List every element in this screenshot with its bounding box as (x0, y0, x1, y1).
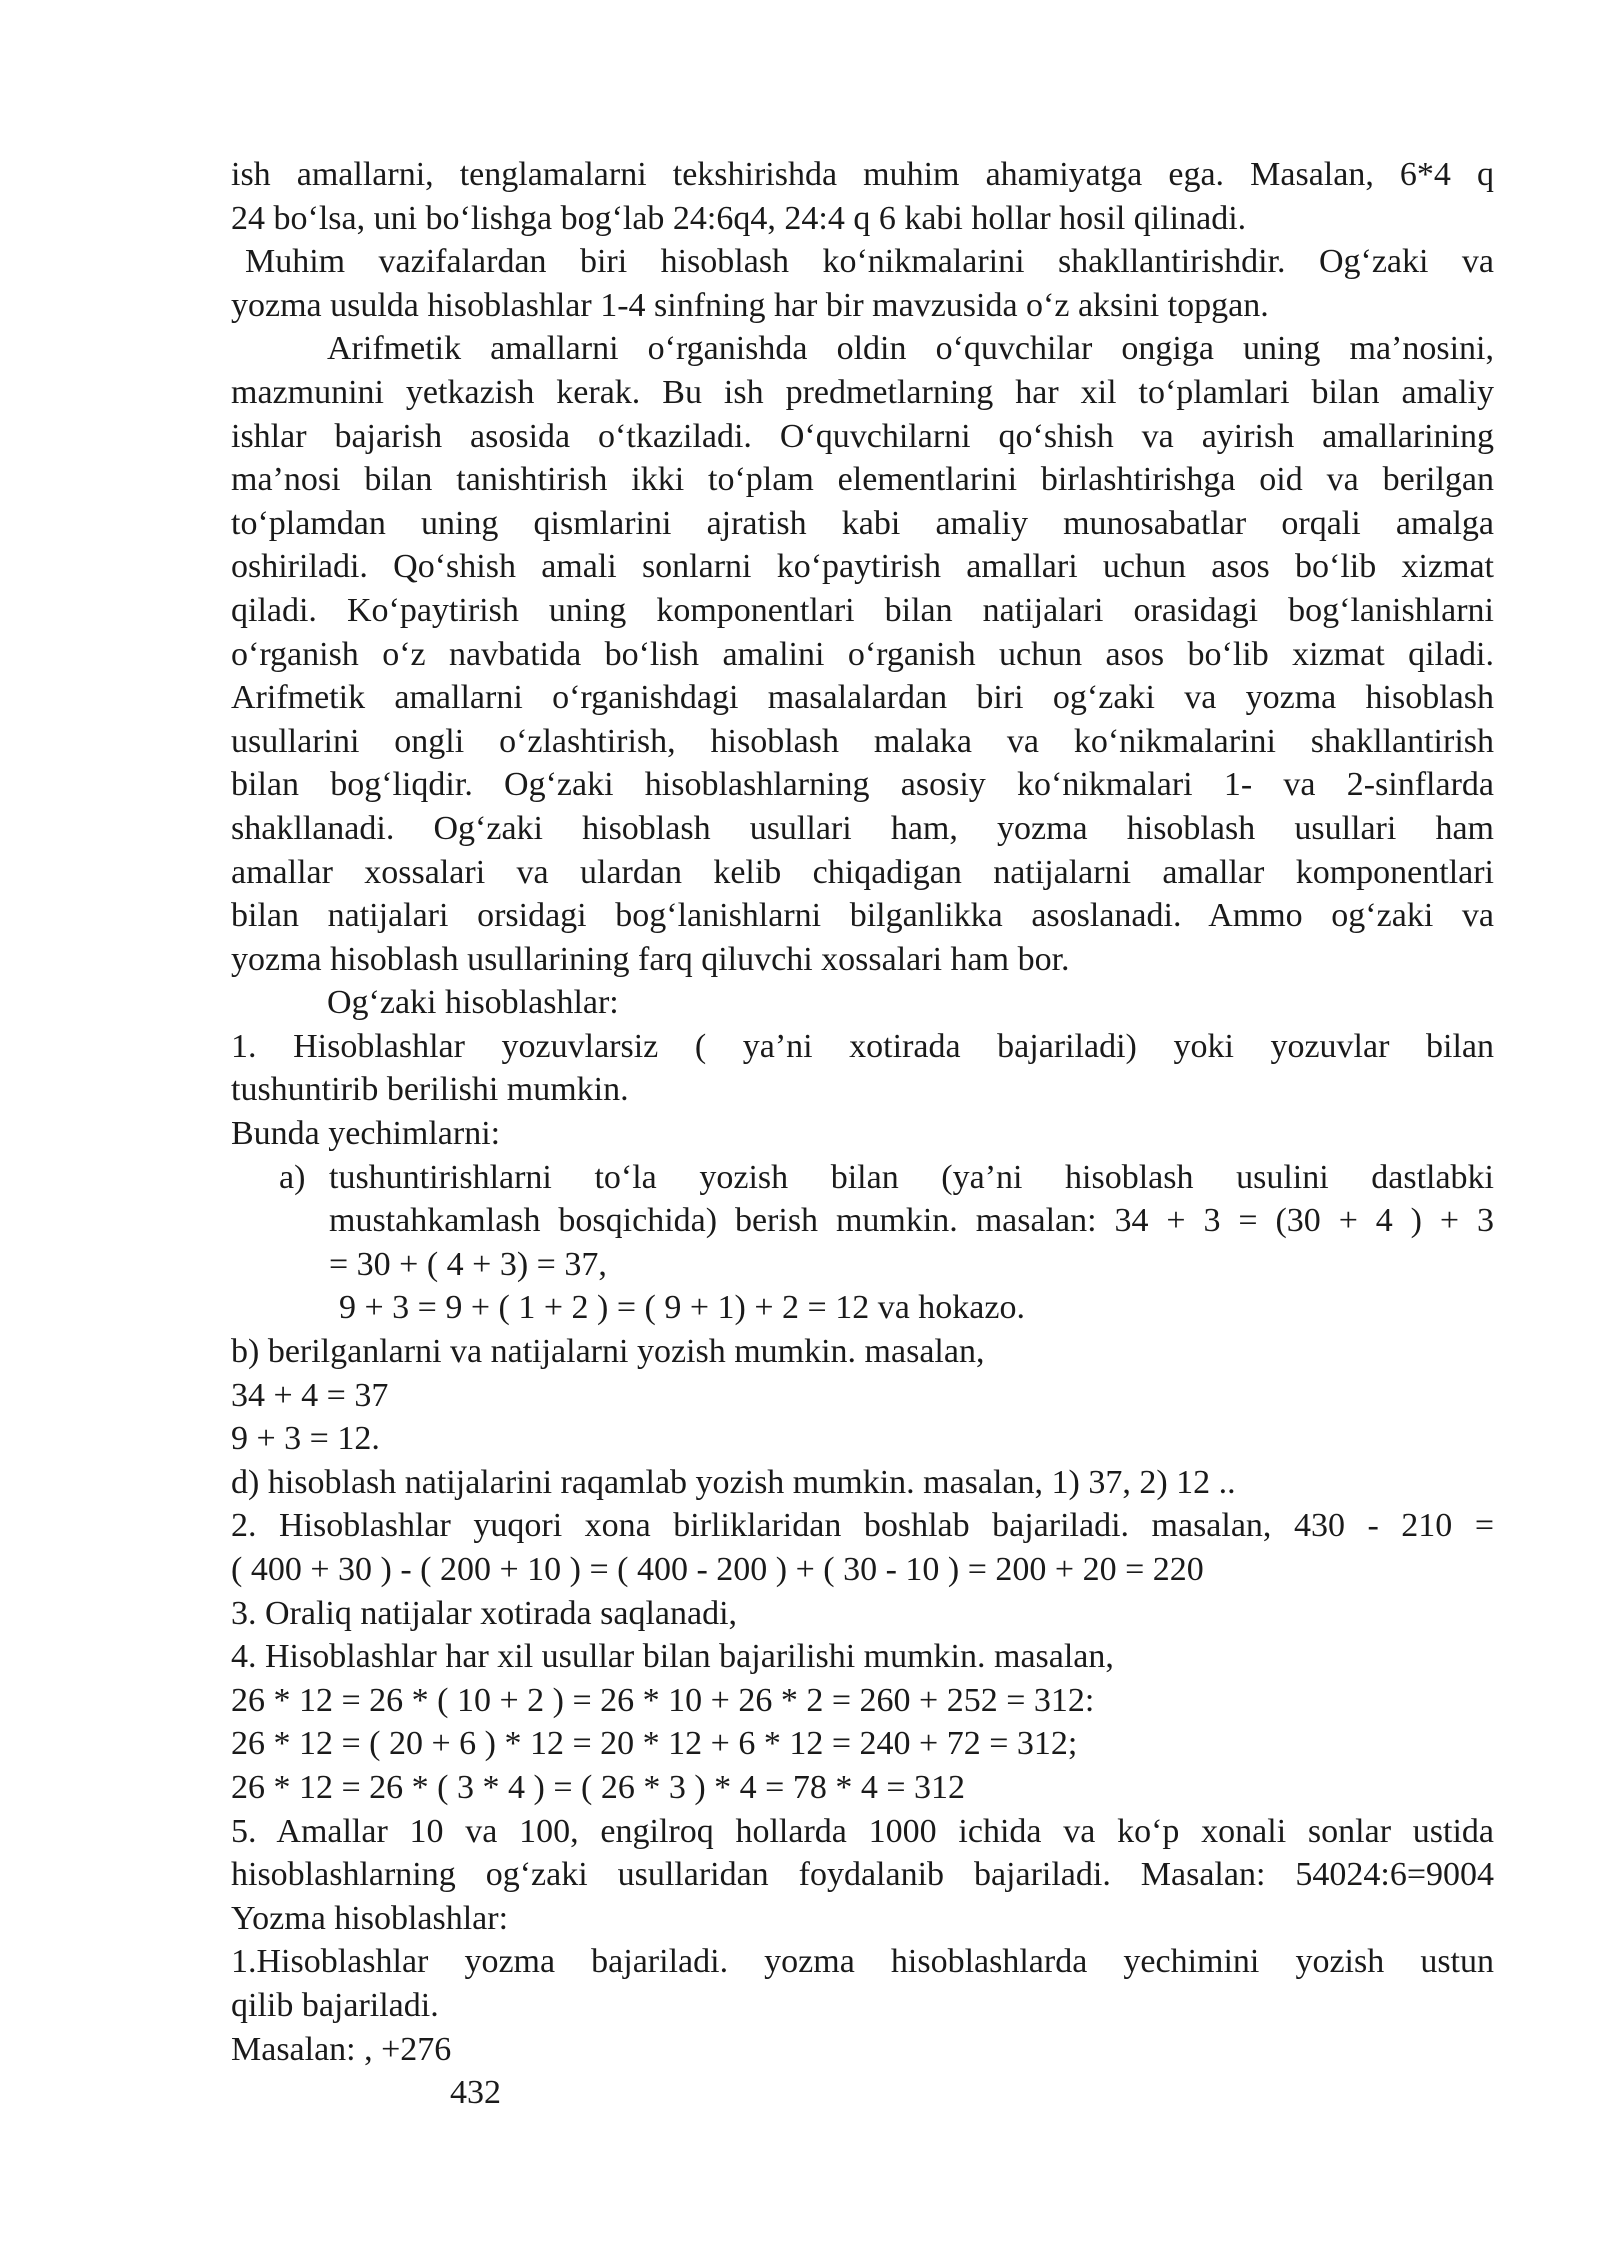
paragraph-line: qiladi. Ko‘paytirish uning komponentlari bilan natijalari orasidagi bog‘lanishlarni (231, 591, 1494, 629)
list-item: 5. Amallar 10 va 100, engilroq hollarda 1000 ichida va ko‘p xonali sonlar ustida (231, 1812, 1494, 1850)
paragraph-line: shakllanadi. Og‘zaki hisoblash usullari ham, yozma hisoblash usullari ham (231, 809, 1494, 847)
math-example: ( 400 + 30 ) - ( 200 + 10 ) = ( 400 - 200 ) + ( 30 - 10 ) = 200 + 20 = 220 (231, 1551, 1204, 1588)
math-example: 34 + 4 = 37 (231, 1376, 389, 1414)
paragraph-line: Arifmetik amallarni o‘rganishda oldin o‘quvchilar ongiga uning ma’nosini, (327, 330, 1494, 368)
math-example: Masalan: , +276 (231, 2030, 452, 2068)
list-item: 2. Hisoblashlar yuqori xona birliklaridan boshlab bajariladi. masalan, 430 - 210 = (231, 1507, 1494, 1545)
list-item: tushuntirib berilishi mumkin. (231, 1071, 629, 1109)
paragraph-line: bilan natijalari orsidagi bog‘lanishlarni bilganlikka asoslanadi. Ammo og‘zaki va (231, 897, 1494, 935)
math-example: 9 + 3 = 12. (231, 1420, 380, 1458)
document-page (231, 153, 1494, 2115)
paragraph-line: bilan bog‘liqdir. Og‘zaki hisoblashlarning asosiy ko‘nikmalari 1- va 2-sinflarda (231, 766, 1494, 804)
math-example: 9 + 3 = 9 + ( 1 + 2 ) = ( 9 + 1) + 2 = 12 va hokazo. (339, 1289, 1025, 1327)
paragraph-line: Muhim vazifalardan biri hisoblash ko‘nikmalarini shakllantirishdir. Og‘zaki va (245, 243, 1494, 281)
list-item: 1. Hisoblashlar yozuvlarsiz ( ya’ni xotirada bajariladi) yoki yozuvlar bilan (231, 1027, 1494, 1065)
list-item: 4. Hisoblashlar har xil usullar bilan bajarilishi mumkin. masalan, (231, 1638, 1114, 1676)
paragraph-line: o‘rganish o‘z navbatida bo‘lish amalini o‘rganish uchun asos bo‘lib xizmat qiladi. (231, 635, 1494, 673)
list-item: d) hisoblash natijalarini raqamlab yozish mumkin. masalan, 1) 37, 2) 12 .. (231, 1463, 1236, 1501)
list-item: b) berilganlarni va natijalarni yozish mumkin. masalan, (231, 1333, 985, 1371)
list-item-a (231, 1156, 1494, 1200)
list-item-text: = 30 + ( 4 + 3) = 37, (329, 1245, 607, 1283)
math-example: 432 (450, 2074, 501, 2112)
paragraph-line: Arifmetik amallarni o‘rganishdagi masalalardan biri og‘zaki va yozma hisoblash (231, 679, 1494, 717)
paragraph-line: to‘plamdan uning qismlarini ajratish kabi amaliy munosabatlar orqali amalga (231, 504, 1494, 542)
math-example: 26 * 12 = 26 * ( 3 * 4 ) = ( 26 * 3 ) * 4 = 78 * 4 = 312 (231, 1768, 965, 1806)
paragraph-line: ma’nosi bilan tanishtirish ikki to‘plam elementlarini birlashtirishga oid va berilgan (231, 461, 1494, 499)
list-marker: a) (279, 1158, 306, 1196)
paragraph-line: ishlar bajarish asosida o‘tkaziladi. O‘quvchilarni qo‘shish va ayirish amallarining (231, 417, 1494, 455)
section-heading: Yozma hisoblashlar: (231, 1899, 509, 1937)
section-heading: Og‘zaki hisoblashlar: (327, 984, 619, 1022)
paragraph-line: mazmunini yetkazish kerak. Bu ish predmetlarning har xil to‘plamlari bilan amaliy (231, 373, 1494, 411)
paragraph-line: oshiriladi. Qo‘shish amali sonlarni ko‘paytirish amallari uchun asos bo‘lib xizmat (231, 548, 1494, 586)
math-example: 26 * 12 = 26 * ( 10 + 2 ) = 26 * 10 + 26 * 2 = 260 + 252 = 312: (231, 1681, 1095, 1719)
list-item: 1.Hisoblashlar yozma bajariladi. yozma hisoblashlarda yechimini yozish ustun (231, 1943, 1494, 1981)
list-item-text: tushuntirishlarni to‘la yozish bilan (ya’ni hisoblash usulini dastlabki (329, 1158, 1494, 1196)
paragraph-line: ish amallarni, tenglamalarni tekshirishda muhim ahamiyatga ega. Masalan, 6*4 q (231, 156, 1494, 193)
paragraph-line: 24 bo‘lsa, uni bo‘lishga bog‘lab 24:6q4, 24:4 q 6 kabi hollar hosil qilinadi. (231, 199, 1247, 237)
list-item-text: mustahkamlash bosqichida) berish mumkin. masalan: 34 + 3 = (30 + 4 ) + 3 (329, 1202, 1494, 1240)
paragraph-line: yozma usulda hisoblashlar 1-4 sinfning har bir mavzusida o‘z aksini topgan. (231, 286, 1269, 324)
paragraph-line: yozma hisoblash usullarining farq qiluvchi xossalari ham bor. (231, 940, 1070, 978)
paragraph-line: Bunda yechimlarni: (231, 1115, 501, 1153)
paragraph-line: usullarini ongli o‘zlashtirish, hisoblash malaka va ko‘nikmalarini shakllantirish (231, 722, 1494, 760)
list-item: 3. Oraliq natijalar xotirada saqlanadi, (231, 1594, 738, 1632)
paragraph-line: amallar xossalari va ulardan kelib chiqadigan natijalarni amallar komponentlari (231, 853, 1494, 891)
math-example: 26 * 12 = ( 20 + 6 ) * 12 = 20 * 12 + 6 * 12 = 240 + 72 = 312; (231, 1725, 1078, 1763)
list-item: qilib bajariladi. (231, 1986, 439, 2024)
list-item: hisoblashlarning og‘zaki usullaridan foydalanib bajariladi. Masalan: 54024:6=9004 (231, 1856, 1494, 1894)
